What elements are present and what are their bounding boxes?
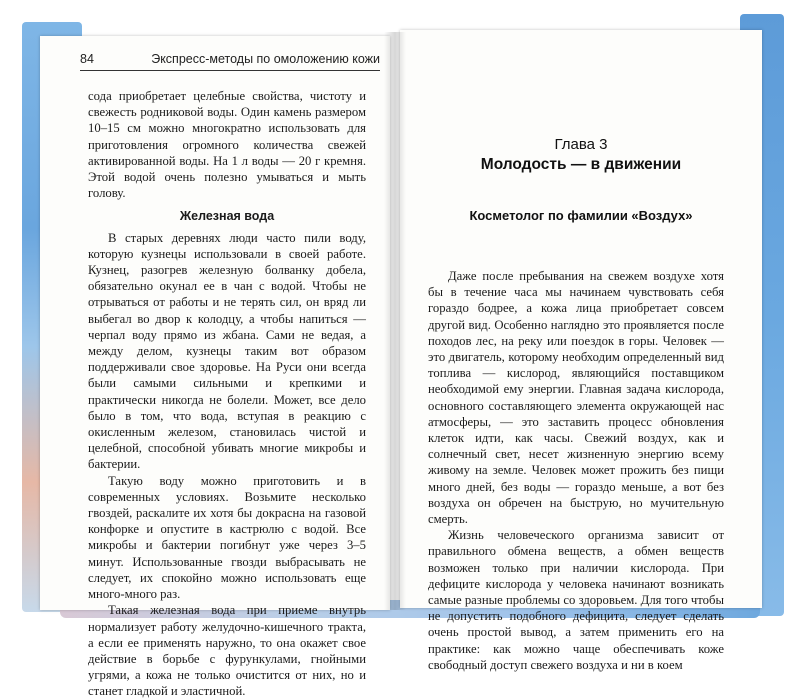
- running-title: Экспресс-методы по омоложению кожи: [151, 52, 380, 66]
- chapter-label: Глава 3: [554, 136, 608, 153]
- paragraph: сода приобретает целебные свойства, чистоту и свежесть родниковой воды. Один камень размером 10–15 см можно многократно использовать для приготовления огромного количества свежей активированной воды. На 1 л воды — 20 г кремня. Этой водой очень полезно умываться и мыть голову.: [88, 89, 366, 201]
- paragraph: Жизнь человеческого организма зависит от правильного обмена веществ, а обмен веществ возможен только при наличии кислорода. При дефиците кислорода у человека начинают возникать самые разные проблемы со здоровьем. Для того чтобы не допустить подобного дефицита, следует сделать очень простой вывод, а затем применить его на практике: как можно чаще обеспечивать коже свободный доступ свежего воздуха и ни в коем: [428, 528, 724, 672]
- paragraph: Такая железная вода при приеме внутрь нормализует работу желудочно-кишечного тракта, а если ее применять наружно, то она окажет свое действие в борьбе с фурункулами, гнойными угрями, а кожа не только очистится от них, но и станет гладкой и эластичной.: [88, 603, 366, 699]
- book-gutter-shadow: [384, 32, 406, 610]
- paragraph: В старых деревнях люди часто пили воду, которую кузнецы использовали в своей работе. Кузнец, разогрев железную болванку добела, обязательно окунал ее в чан с водой. Чтобы не отрываться от работы и не терять сил, он вряд ли выбегал во двор к колодцу, а чтобы напиться — черпал воду прямо из жбана. Сами не ведая, а между делом, кузнецы таким вот образом поддерживали свое здоровье. На Руси они всегда были самыми сильными и крепкими и практически никогда не болели. Может, все дело было в том, что вода, вступая в реакцию с окисленным железом, становилась чистой и целебной, способной убивать многие микробы и бактерии.: [88, 230, 366, 472]
- paragraph: Такую воду можно приготовить и в современных условиях. Возьмите несколько гвоздей, раскалите их хотя бы докрасна на газовой конфорке и опустите в кастрюлю с водой. Все микробы и бактерии погибнут уже через 3–5 минут. Использованные гвозди выбрасывать не следует, их спокойно можно использовать еще много-много раз.: [88, 473, 366, 602]
- section-title: Косметолог по фамилии «Воздух»: [469, 208, 693, 223]
- right-page: [400, 30, 762, 672]
- left-page-body: [88, 88, 366, 700]
- paragraph: Даже после пребывания на свежем воздухе хотя бы в течение часа мы начинаем чувствовать себя гораздо бодрее, а кожа лица приобретает совсем другой вид. Особенно наглядно это проявляется после походов лес, на реку или поездок в горы. Человек — это двигатель, которому необходим определенный вид топлива — кислород, являющийся поставщиком необходимой ему энергии. Главная задача кислорода, основного составляющего элемента окружающей нас атмосферы, — это заставить процесс обновления клеток идти, как часы. Свежий воздух, как и солнечный свет, несет жизненную энергию всему живому на земле. Человек может прожить без пищи много дней, без воды — гораздо меньше, а вот без воздуха он обречен на быструю, но мучительную смерть.: [428, 269, 724, 527]
- subheading-iron-water: Железная вода: [179, 209, 275, 224]
- page-number: 84: [80, 52, 94, 66]
- chapter-title: Молодость — в движении: [480, 156, 682, 173]
- header-rule: [80, 70, 380, 71]
- left-page: [40, 36, 390, 699]
- right-page-body: [428, 268, 724, 673]
